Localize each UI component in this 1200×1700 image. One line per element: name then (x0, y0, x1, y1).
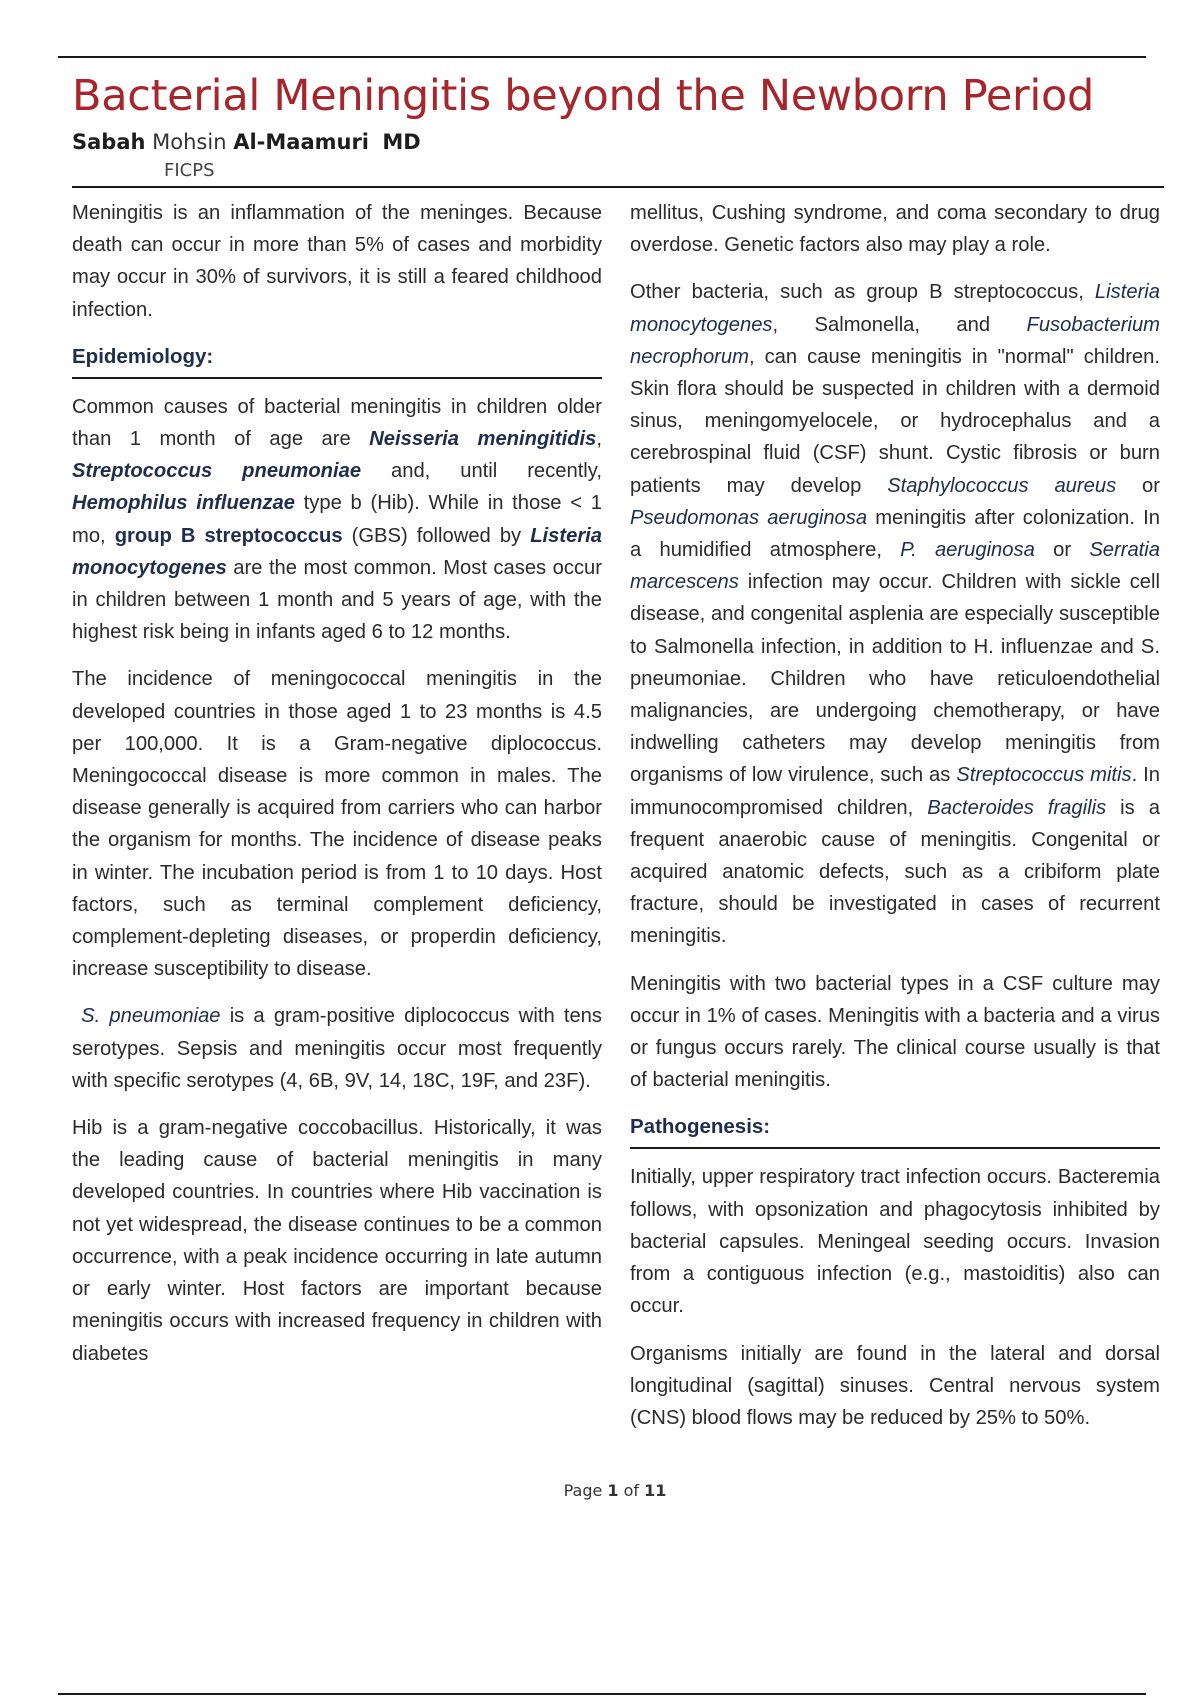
author-affiliation: FICPS (164, 160, 215, 181)
text-run: , Salmonella, and (772, 313, 1027, 336)
text-run: , can cause meningitis in "normal" children. Skin flora should be suspected in children with a dermoid sinus, meningomyelocele, or hydrocephalus and a cerebrospinal fluid (CSF) shunt. Cystic fibrosis or burn patients may develop (630, 345, 1160, 497)
text-run: and, until recently, (361, 460, 602, 483)
header-rule (72, 186, 1164, 188)
organism-name: Listeria monocytogenes (630, 281, 1160, 336)
document-title: Bacterial Meningitis beyond the Newborn Period (72, 71, 1095, 121)
author-degree: MD (382, 130, 421, 154)
left-column (72, 197, 602, 1385)
other-bacteria-paragraph (630, 276, 1160, 952)
text-run: , (596, 428, 602, 451)
organisms-sinuses-paragraph: Organisms initially are found in the lateral and dorsal longitudinal (sagittal) sinuses. Central nervous system (CNS) blood flows may be reduced by 25% to 50%. (630, 1342, 1160, 1429)
mixed-infection-paragraph: Meningitis with two bacterial types in a CSF culture may occur in 1% of cases. Meningitis with a bacteria and a virus or fungus occurs rarely. The clinical course usually is that of bacterial meningitis. (630, 972, 1160, 1092)
organism-name: Bacteroides fragilis (927, 796, 1107, 819)
meningococcal-paragraph: The incidence of meningococcal meningitis in the developed countries in those aged 1 to 23 months is 4.5 per 100,000. It is a Gram-negative diplococcus. Meningococcal disease is more common in males. The disease generally is acquired from carriers who can harbor the organism for months. The incidence of disease peaks in winter. The incubation period is from 1 to 10 days. Host factors, such as terminal complement deficiency, complement-depleting diseases, or properdin deficiency, increase susceptibility to disease. (72, 668, 602, 981)
page-label: Page (563, 1481, 603, 1500)
text-run: or (1034, 539, 1090, 562)
organism-name: Listeria monocytogenes (72, 524, 603, 579)
text-run: type b (Hib). While in those < 1 mo, (72, 492, 602, 547)
organism-name: Hemophilus influenzae (72, 492, 295, 515)
pneumoniae-paragraph (72, 1000, 602, 1097)
organism-name: Serratia marcescens (630, 539, 1160, 594)
hib-paragraph: Hib is a gram-negative coccobacillus. Historically, it was the leading cause of bacterial meningitis in many developed countries. In countries where Hib vaccination is not yet widespread, the disease continues to be a common occurrence, with a peak incidence occurring in late autumn or early winter. Host factors are important because meningitis occurs with increased frequency in children with diabetes (72, 1117, 602, 1365)
text-run: is a frequent anaerobic cause of meningitis. Congenital or acquired anatomic defects, such as a cribiform plate fracture, should be investigated in cases of recurrent meningitis. (630, 796, 1160, 948)
author-last-name: Al-Maamuri (233, 130, 369, 154)
organism-name: Staphylococcus aureus (887, 474, 1117, 497)
organism-name: Fusobacterium necrophorum (630, 313, 1160, 368)
text-run: or (1116, 474, 1161, 497)
text-run: Other bacteria, such as group B streptococcus, (630, 281, 1095, 304)
top-rule (58, 56, 1146, 58)
text-run: (GBS) followed by (342, 524, 531, 547)
author-line (72, 130, 421, 154)
host-factors-continued-paragraph: mellitus, Cushing syndrome, and coma secondary to drug overdose. Genetic factors also may play a role. (630, 202, 1160, 257)
author-middle-name: Mohsin (152, 130, 227, 154)
organism-name: S. pneumoniae (81, 1005, 221, 1028)
right-column (630, 197, 1160, 1449)
organism-name: Streptococcus pneumoniae (72, 460, 362, 483)
bottom-rule (58, 1693, 1146, 1695)
text-run: infection may occur. Children with sickle cell disease, and congenital asplenia are especially susceptible to Salmonella infection, in addition to H. influenzae and S. pneumoniae. Children who have reticuloendothelial malignancies, are undergoing chemotherapy, or have indwelling catheters may develop meningitis from organisms of low virulence, such as (630, 571, 1160, 787)
text-run: meningitis after colonization. In a humidified atmosphere, (630, 506, 1160, 562)
organism-name: Neisseria meningitidis (369, 428, 597, 451)
organism-name: Pseudomonas aeruginosa (630, 506, 868, 529)
text-run: Common causes of bacterial meningitis in children older than 1 month of age are (72, 395, 602, 451)
author-first-name: Sabah (72, 130, 146, 154)
common-causes-paragraph (72, 391, 602, 649)
pathogenesis-paragraph: Initially, upper respiratory tract infection occurs. Bacteremia follows, with opsonization and phagocytosis inhibited by bacterial capsules. Meningeal seeding occurs. Invasion from a contiguous infection (e.g., mastoiditis) also can occur. (630, 1166, 1160, 1318)
current-page-number: 1 (607, 1481, 619, 1500)
text-run: . In immunocompromised children, (630, 764, 1161, 819)
intro-paragraph: Meningitis is an inflammation of the meninges. Because death can occur in more than 5% of cases and morbidity may occur in 30% of survivors, it is still a feared childhood infection. (72, 202, 602, 321)
of-label: of (623, 1481, 640, 1500)
text-run: is a gram-positive diplococcus with tens serotypes. Sepsis and meningitis occur most frequently with specific serotypes (4, 6B, 9V, 14, 18C, 19F, and 23F). (72, 1005, 602, 1092)
organism-name: Streptococcus mitis (956, 764, 1132, 787)
page-footer (0, 1481, 1200, 1500)
epidemiology-heading: Epidemiology: (72, 341, 602, 379)
total-pages-number: 11 (644, 1481, 667, 1500)
organism-name: group B streptococcus (114, 524, 343, 547)
organism-name: P. aeruginosa (900, 539, 1035, 562)
pathogenesis-heading: Pathogenesis: (630, 1111, 1160, 1149)
text-run: are the most common. Most cases occur in children between 1 month and 5 years of age, with the highest risk being in infants aged 6 to 12 months. (72, 556, 602, 644)
